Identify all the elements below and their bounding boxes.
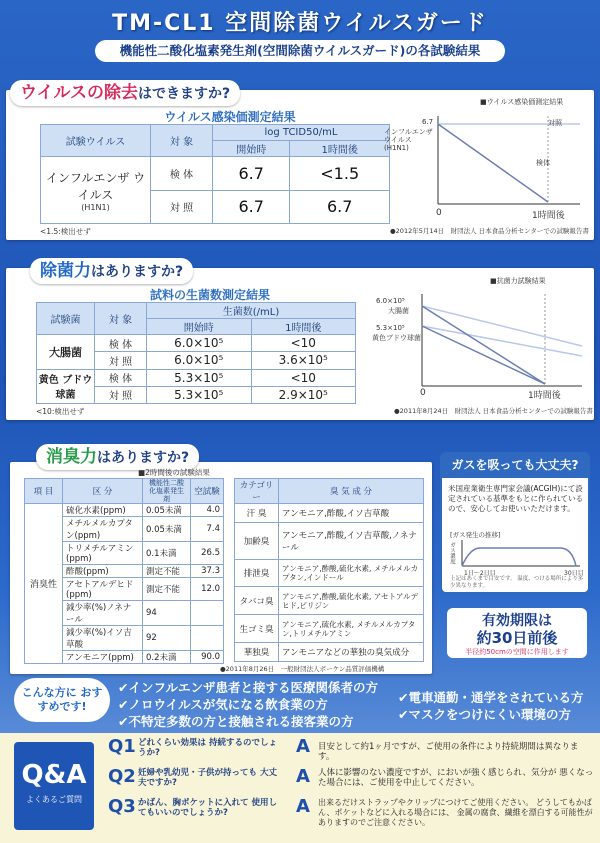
virus-col-start: 開始時 [213, 141, 290, 157]
qa-answer: 目安として約1ヶ月ですが、ご使用の条件により持続期間は異なります。 [318, 742, 579, 762]
qa-answer: 出来るだけストラップやクリップにつけてご使用ください。 どうしてもかばん、ポケットなどに入れる場合には、 金属の腐食、繊維を漂白する可能性がありますのでご注意ください。 [318, 798, 593, 827]
odor-row-cat: 減少率(%)ノネナール [63, 601, 143, 626]
odor-col: 項 目 [25, 479, 63, 504]
virus-heading-key: ウイルスの除去 [20, 83, 138, 103]
odor-row-a: 0.2未満 [143, 651, 191, 664]
bacteria-col-start: 開始時 [147, 319, 252, 335]
odor-row-b: 26.5 [191, 542, 224, 565]
odor-cat-name: 華独臭 [235, 642, 279, 661]
qa-question: どれくらい効果は 持続するのでしょうか? [138, 738, 277, 758]
bacteria-note: <10:検出せず [36, 407, 85, 416]
expiry-box [447, 608, 587, 658]
odor-cat-comp: アンモニア,硫化水素, メチルメルカプタン,トリメチルアミン [279, 615, 424, 643]
bacteria-graph-x0: 0 [420, 388, 426, 398]
bacteria-graph-sample-line [422, 326, 545, 384]
odor-cat-comp: アンモニア,酢酸,硫化水素, アセトアルデヒド,ピリジン [279, 587, 424, 615]
odor-source: ●2011年8月26日 一般財団法人ボーケン品質評価機構 [220, 665, 385, 673]
bacteria-col-bact: 試験菌 [37, 303, 95, 335]
bacteria-row-start: 5.3×10⁵ [147, 369, 252, 386]
bacteria-graph-control-line [422, 326, 582, 356]
virus-graph-title: ■ウイルス感染価測定結果 [480, 98, 564, 106]
virus-graph-x0: 0 [436, 208, 442, 218]
recommend-item-text: ノロウイルスが気になる飲食業の方 [128, 697, 328, 712]
odor-row-cat: 酢酸(ppm) [63, 565, 143, 578]
virus-table-title: ウイルス感染価測定結果 [164, 110, 296, 124]
virus-graph-source: ●2012年5月14日 財団法人 日本食品分析センターでの試験報告書 [390, 227, 589, 235]
virus-heading-rest: はできますか? [137, 86, 231, 102]
bacteria-graph-y1-label: 大腸菌 [388, 307, 409, 315]
virus-col-1h: 1時間後 [290, 141, 390, 157]
bacteria-row-start: 5.3×10⁵ [147, 386, 252, 403]
recommend-item: ✔マスクをつけにくい環境の方 [398, 707, 571, 722]
odor-row-cat: 硫化水素(ppm) [63, 504, 143, 517]
odor-row-cat: 減少率(%)イソ吉草酸 [63, 626, 143, 651]
gas-safety-box [440, 452, 590, 594]
recommend-item-text: 不特定多数の方と接触される接客業の方 [128, 714, 354, 729]
recommend-item: ✔不特定多数の方と接触される接客業の方 [118, 714, 354, 729]
virus-table [40, 124, 390, 224]
virus-row-target: 検 体 [151, 157, 213, 191]
odor-row-b: 90.0 [191, 651, 224, 664]
gas-safety-title: ガスを吸っても大丈夫? [440, 452, 590, 478]
odor-cat-col: 臭 気 成 分 [279, 479, 424, 504]
bacteria-table-title: 試料の生菌数測定結果 [149, 288, 270, 302]
recommend-item: ✔ノロウイルスが気になる飲食業の方 [118, 697, 328, 712]
odor-row-cat: アセトアルデヒド(ppm) [63, 578, 143, 601]
odor-cat-name: タバコ臭 [235, 587, 279, 615]
odor-row-cat: メチルメルカプタン(ppm) [63, 517, 143, 542]
expiry-line3: 半径約50cmの空間に作用します [465, 648, 569, 656]
page-subtitle: 機能性二酸化塩素発生剤(空間除菌ウイルスガード)の各試験結果 [95, 40, 505, 62]
bacteria-graph-y2-label: 黄色ブドウ球菌 [372, 334, 421, 342]
gas-graph-x0: 1日〜2日目 [464, 570, 496, 577]
odor-row-cat: アンモニア(ppm) [63, 651, 143, 664]
odor-row-a: 94 [143, 601, 191, 626]
recommend-item: ✔インフルエンザ患者と接する医療関係者の方 [118, 680, 378, 695]
odor-row-b: 4.0 [191, 504, 224, 517]
gas-graph-curve [462, 548, 576, 566]
bacteria-row-target: 検 体 [95, 369, 147, 386]
virus-name: インフルエンザ ウイルス [45, 170, 146, 202]
qa-question: 妊婦や乳幼児・子供が持っても 大丈夫ですか? [138, 768, 277, 788]
bacteria-row-after: 3.6×10⁵ [251, 352, 356, 369]
odor-row-group: 消臭性 [25, 504, 63, 664]
virus-row-after: 6.7 [290, 190, 390, 224]
virus-col-virus: 試験ウイルス [41, 125, 151, 157]
virus-graph-sample-label: 検体 [536, 159, 550, 167]
expiry-line1: 有効期限は [482, 613, 552, 629]
virus-col-target: 対 象 [151, 125, 213, 157]
odor-table [24, 478, 224, 664]
virus-name-cell [41, 157, 151, 224]
qa-q-number: Q2 [108, 766, 136, 787]
gas-graph [448, 538, 584, 572]
bacteria-table [36, 302, 356, 404]
odor-heading-rest: はありますか? [97, 450, 190, 466]
bacteria-graph-x1: 1時間後 [528, 391, 561, 401]
gas-graph-note: 上記はあくまで目安です。 温度、つける場所により多少異なります。 [450, 576, 584, 589]
odor-row-a: 測定不能 [143, 578, 191, 601]
gas-graph-title: [ガス発生の推移] [450, 531, 501, 539]
odor-row-a: 測定不能 [143, 565, 191, 578]
odor-heading-key: 消臭力 [46, 447, 97, 467]
virus-row-after: <1.5 [290, 157, 390, 191]
bacteria-graph-source: ●2011年8月24日 財団法人 日本食品分析センターでの試験報告書 [394, 407, 593, 415]
odor-cat-name: 生ゴミ臭 [235, 615, 279, 643]
qa-a-glyph: A [296, 796, 310, 817]
bacteria-col-target: 対 象 [95, 303, 147, 335]
bacteria-row-start: 6.0×10⁵ [147, 335, 252, 352]
bacteria-row-after: 2.9×10⁵ [251, 386, 356, 403]
virus-graph-control-label: 対照 [548, 119, 562, 127]
odor-col: 機能性二酸化塩素発生剤 [143, 479, 191, 504]
odor-row-a: 0.05未満 [143, 504, 191, 517]
bacteria-graph-control-line [422, 306, 582, 346]
recommend-item-text: 電車通勤・通学をされている方 [408, 690, 584, 705]
virus-graph-y-value: 6.7 [422, 118, 434, 126]
recommend-item-text: インフルエンザ患者と接する医療関係者の方 [128, 680, 378, 695]
virus-row-target: 対 照 [151, 190, 213, 224]
qa-answer: 人体に影響のない濃度ですが、においが強く感じられ、気分が 悪くなった場合には、ご使用を中止してください。 [318, 768, 594, 788]
odor-cat-name: 排泄臭 [235, 559, 279, 587]
qa-a-glyph: A [296, 736, 310, 757]
odor-row-a: 0.1未満 [143, 542, 191, 565]
odor-cat-comp: アンモニア,酢酸,イソ吉草酸,ノネナール [279, 523, 424, 560]
bacteria-graph-y1-value: 6.0×10⁵ [376, 297, 405, 305]
odor-col: 空試験 [191, 479, 224, 504]
virus-graph-x1: 1時間後 [532, 211, 565, 221]
bacteria-row-target: 対 照 [95, 386, 147, 403]
qa-a-glyph: A [296, 766, 310, 787]
virus-strain: (H1N1) [81, 202, 110, 212]
recommend-badge: こんな方に おすすめです! [14, 678, 110, 722]
bacteria-row-after: <10 [251, 369, 356, 386]
odor-row-b: 37.3 [191, 565, 224, 578]
bacteria-graph-title: ■抗菌力試験結果 [490, 277, 546, 285]
bacteria-row-after: <10 [251, 335, 356, 352]
qa-q-number: Q1 [108, 736, 136, 757]
odor-row-b [191, 626, 224, 651]
qa-question: かばん、胸ポケットに入れて 使用してもいいのでしょうか? [138, 798, 278, 818]
virus-graph-y-label: インフルエンザ ウイルス(H1N1) [384, 128, 433, 152]
page-title: TM-CL1 空間除菌ウイルスガード [112, 11, 488, 36]
odor-category-table [234, 478, 424, 662]
qa-q-number: Q3 [108, 796, 136, 817]
gas-safety-body: 米国産業衛生専門家会議(ACGIH)にて設定されている基準をもとに作られているので、安心してお使いいただけます。 [448, 484, 583, 513]
virus-graph-sample-line [438, 124, 548, 202]
odor-row-a: 0.05未満 [143, 517, 191, 542]
odor-row-b: 7.4 [191, 517, 224, 542]
odor-cat-col: カテゴリー [235, 479, 279, 504]
virus-col-unit: log TCID50/mL [213, 125, 390, 141]
odor-cat-name: 汗 臭 [235, 504, 279, 523]
odor-row-b [191, 601, 224, 626]
odor-row-cat: トリメチルアミン(ppm) [63, 542, 143, 565]
virus-row-start: 6.7 [213, 157, 290, 191]
qa-badge-title: Q&A [21, 760, 87, 790]
bacteria-row-target: 対 照 [95, 352, 147, 369]
odor-row-a: 92 [143, 626, 191, 651]
expiry-line2: 約30日前後 [476, 629, 558, 647]
bacteria-graph [400, 286, 590, 398]
recommend-item-text: マスクをつけにくい環境の方 [408, 707, 571, 722]
odor-col: 区 分 [63, 479, 143, 504]
bacteria-heading-key: 除菌力 [40, 261, 91, 281]
bacteria-row-target: 検 体 [95, 335, 147, 352]
odor-cat-comp: アンモニア,酢酸,硫化水素, メチルメルカプタン,インドール [279, 559, 424, 587]
qa-badge-sub: よくあるご質問 [26, 795, 82, 804]
virus-note: <1.5:検出せず [40, 227, 91, 236]
odor-table-title: ■2時間後の試験結果 [138, 468, 210, 477]
bacteria-name: 黄色 ブドウ球菌 [37, 369, 95, 404]
qa-badge [14, 742, 94, 830]
odor-cat-name: 加齢臭 [235, 523, 279, 560]
bacteria-col-1h: 1時間後 [251, 319, 356, 335]
odor-row-b: 12.0 [191, 578, 224, 601]
gas-graph-y: ガス濃度 [449, 542, 455, 564]
odor-cat-comp: アンモニア,酢酸,イソ吉草酸 [279, 504, 424, 523]
bacteria-col-unit: 生菌数(/mL) [147, 303, 356, 319]
bacteria-row-start: 6.0×10⁵ [147, 352, 252, 369]
bacteria-name: 大腸菌 [37, 335, 95, 370]
odor-cat-comp: アンモニアなどの華独の臭気成分 [279, 642, 424, 661]
bacteria-heading [30, 258, 193, 284]
virus-heading [10, 80, 240, 106]
recommend-item: ✔電車通勤・通学をされている方 [398, 690, 584, 705]
gas-graph-x1: 30日目 [564, 570, 584, 577]
bacteria-graph-y2-value: 5.3×10⁵ [376, 324, 405, 332]
bacteria-heading-rest: はありますか? [91, 264, 184, 280]
virus-row-start: 6.7 [213, 190, 290, 224]
